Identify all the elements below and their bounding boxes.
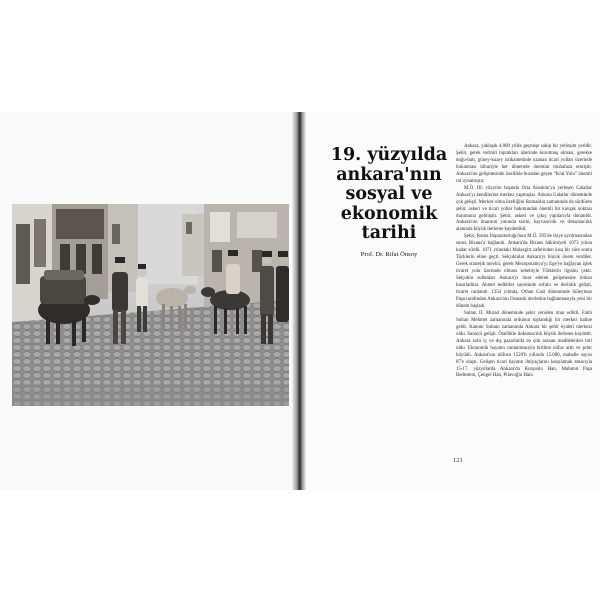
article-body [456, 144, 592, 380]
body-paragraph: Şehir, Roma İmparatorluğu'nun M.Ö. 395'de ikiye ayrılmasından sonra Bizans'a bağlandı. Ankara'da Bizans hâkimiyeti 1073 yılına kadar sürdü. 1071 yılındaki Malazgirt zaferinden kısa bir süre sonra Türklerin eline geçti. Selçuklular Ankara'yı büyük önem verdiler. Gerek stratejik mevkii, gerek Mezopotamya'yı Ege'ye bağlayan işlek ticaret yolu üzerinde olması sebebiyle Türklerin ilgisini çekti. Selçuklu sultanları Ankara'yı imar ederek gelişmesine imkan hazırladılar. Ahmet tedbirler sayesinde sofulu ve derinlik gelişti, ticaret canlandı. 1354 yılında, Orhan Gazi döneminde Süleyman Paşa tarafından Ankara'nın Osmanlı devletine bağlanmasıyla yeni bir dönem başladı. [456, 234, 592, 309]
right-page [306, 112, 600, 490]
article-title: 19. yüzyılda ankara'nın sosyal ve ekonomik tarihi [330, 145, 448, 243]
body-paragraph: Ankara, yaklaşık 4.000 yıllık geçmişe sahip bir yerleşim yeridir. Şehir, gerek verimli toprakları üzerinde kurulmuş olması, gerekse doğu-batı, güney-kuzey istikametinde uzanan ticari yolları üzerinde bulunması itibariyle her dönemde önemini muhafaza etmiştir. Ankara'nın gelişmesinde özellikle buradan geçen “Kral Yolu” önemli rol oynamıştır. [456, 144, 592, 184]
article-author: Prof. Dr. Rifat Önsoy [360, 251, 418, 258]
body-paragraph: M.Ö. III. yüzyılın başında Orta Anadolu'ya yerleşen Galatlar Ankara'yı kendilerine merkez yapmışlar. Ankara Galatlar döneminde çok gelişti. Merkez olma özelliğini Romalılar zamanında da sürdüren şehir, askeri ve ticari yollar bakımından önemli bir kavşak noktası durumuna gelmiştir. Şehir, askeri ve çıkış yapılarıyla donatıldı. Ankara'nın imarının yanında tarım, hayvancılık ve dokumacılık alanında büyük ilerleme kaydedildi. [456, 185, 592, 233]
book-spread [0, 112, 600, 490]
book-gutter [292, 112, 306, 490]
historical-photo [12, 204, 289, 406]
page-number: 121 [453, 457, 463, 464]
body-paragraph: Sultan II. Murad döneminde şehir yeniden imar edildi. Fatih Sultan Mehmet zamanında ordunun toplandığı bir merkez haline geldi. Kanuni Sultanı zamanında Ankara bir şehir eyaleti merkezi oldu. Sanayii gelişti. Özellikle dokumacılık büyük ilerleme kaydetti. Ankara sofu iç ve dış pazarlarda en çok aranan maddelerden biri oldu. Ekonomik hayatın canlanmasıyla birlikte nüfus arttı ve şehir büyüdü. Ankara'nın nüfusu 1520'li yıllarda 15.000, mahalle sayısı 87'e ulaştı. Gelişen ticari hayatın ihtiyaçlarını karşılamak amacıyla 15-17. yüzyıllarda Ankara'da Kurşunlu Han, Mahmut Paşa Bedesteni, Çengel Han, Pilavoğlu Hanı [456, 310, 592, 379]
